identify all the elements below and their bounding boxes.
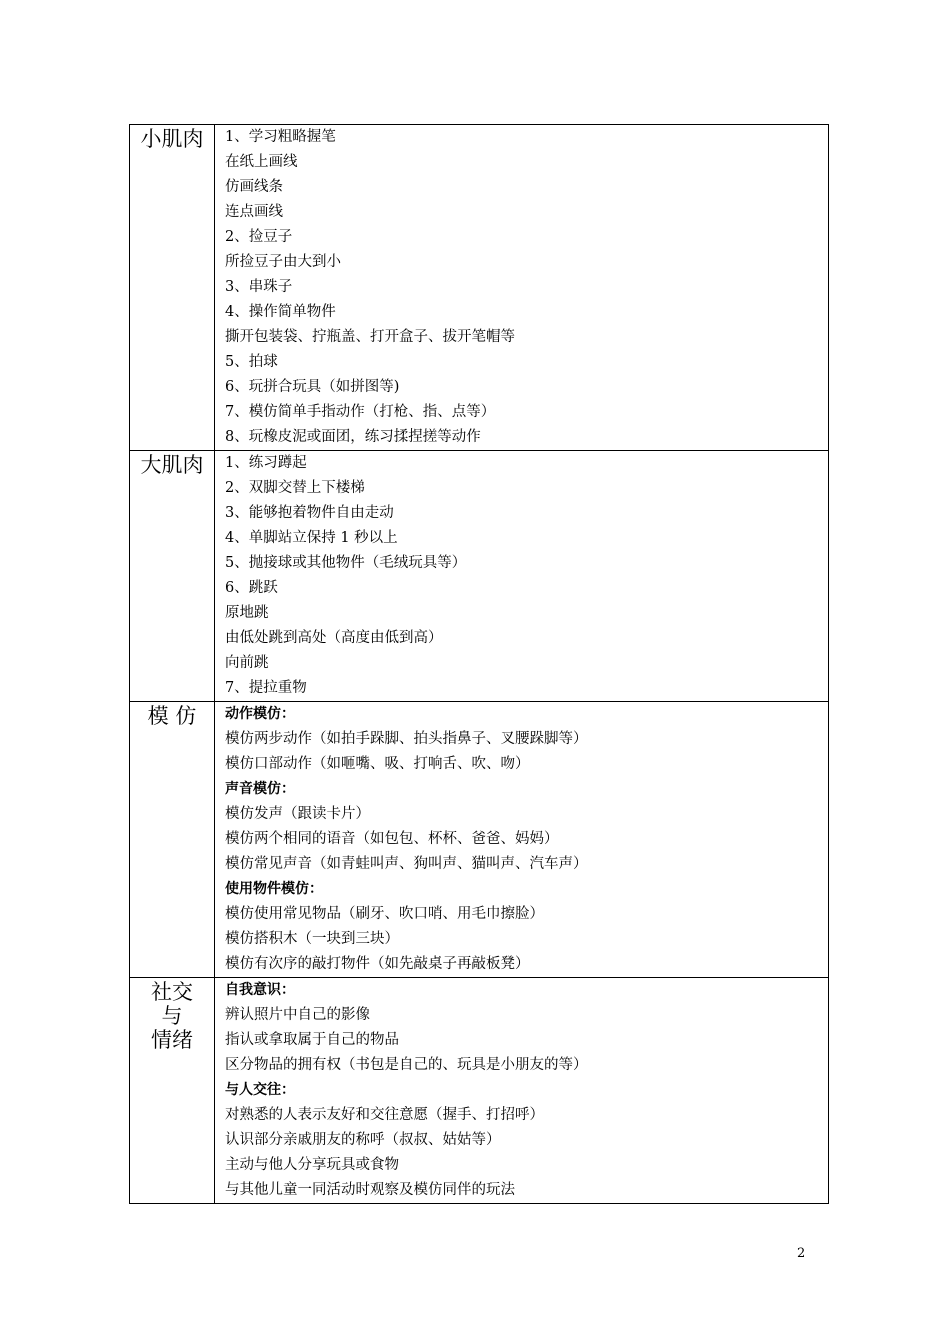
section-heading: 动作模仿： bbox=[225, 706, 295, 722]
item-line: 辨认照片中自己的影像 bbox=[225, 1007, 370, 1023]
category-label: 小肌肉 bbox=[140, 127, 204, 151]
table-row bbox=[130, 125, 829, 451]
item-line: 模仿使用常见物品（刷牙、吹口哨、用毛巾擦脸） bbox=[225, 906, 544, 922]
category-cell bbox=[130, 978, 215, 1204]
item-line: 3、串珠子 bbox=[225, 279, 293, 295]
item-line: 2、双脚交替上下楼梯 bbox=[225, 480, 365, 496]
table-row bbox=[130, 978, 829, 1204]
item-line: 由低处跳到高处（高度由低到高） bbox=[225, 630, 443, 646]
item-line: 模仿有次序的敲打物件（如先敲桌子再敲板凳） bbox=[225, 956, 530, 972]
item-line: 撕开包装袋、拧瓶盖、打开盒子、拔开笔帽等 bbox=[225, 329, 515, 345]
category-label: 模 仿 bbox=[147, 704, 197, 728]
item-line: 原地跳 bbox=[225, 605, 269, 621]
section-heading: 声音模仿： bbox=[225, 781, 295, 797]
item-line: 模仿发声（跟读卡片） bbox=[225, 806, 370, 822]
category-cell bbox=[130, 451, 215, 702]
item-line: 模仿两步动作（如拍手跺脚、拍头指鼻子、叉腰跺脚等） bbox=[225, 731, 588, 747]
item-line: 4、单脚站立保持 1 秒以上 bbox=[225, 530, 398, 546]
category-cell bbox=[130, 702, 215, 978]
item-line: 6、玩拼合玩具（如拼图等) bbox=[225, 379, 400, 395]
item-line: 模仿口部动作（如咂嘴、吸、打响舌、吹、吻） bbox=[225, 756, 530, 772]
section-heading: 与人交往： bbox=[225, 1082, 295, 1098]
category-label: 情绪 bbox=[151, 1028, 193, 1052]
item-line: 与其他儿童一同活动时观察及模仿同伴的玩法 bbox=[225, 1182, 515, 1198]
item-line: 区分物品的拥有权（书包是自己的、玩具是小朋友的等） bbox=[225, 1057, 588, 1073]
table-row bbox=[130, 702, 829, 978]
item-line: 5、抛接球或其他物件（毛绒玩具等） bbox=[225, 555, 467, 571]
item-line: 向前跳 bbox=[225, 655, 269, 671]
section-heading: 自我意识： bbox=[225, 982, 295, 998]
item-line: 模仿搭积木（一块到三块） bbox=[225, 931, 399, 947]
items-cell bbox=[215, 451, 829, 702]
item-line: 7、提拉重物 bbox=[225, 680, 307, 696]
items-cell bbox=[215, 125, 829, 451]
item-line: 5、拍球 bbox=[225, 354, 278, 370]
table-body bbox=[130, 125, 829, 1204]
category-label: 大肌肉 bbox=[140, 453, 204, 477]
item-line: 6、跳跃 bbox=[225, 580, 278, 596]
item-line: 仿画线条 bbox=[225, 179, 283, 195]
item-line: 在纸上画线 bbox=[225, 154, 298, 170]
item-line: 7、模仿简单手指动作（打枪、指、点等） bbox=[225, 404, 496, 420]
items-cell bbox=[215, 702, 829, 978]
item-line: 4、操作简单物件 bbox=[225, 304, 336, 320]
item-line: 模仿两个相同的语音（如包包、杯杯、爸爸、妈妈） bbox=[225, 831, 559, 847]
item-line: 连点画线 bbox=[225, 204, 283, 220]
item-line: 认识部分亲戚朋友的称呼（叔叔、姑姑等） bbox=[225, 1132, 501, 1148]
page-number: 2 bbox=[797, 1246, 806, 1261]
item-line: 所捡豆子由大到小 bbox=[225, 254, 341, 270]
item-line: 模仿常见声音（如青蛙叫声、狗叫声、猫叫声、汽车声） bbox=[225, 856, 588, 872]
item-line: 主动与他人分享玩具或食物 bbox=[225, 1157, 399, 1173]
item-line: 对熟悉的人表示友好和交往意愿（握手、打招呼） bbox=[225, 1107, 544, 1123]
item-line: 1、练习蹲起 bbox=[225, 455, 307, 471]
table-row bbox=[130, 451, 829, 702]
items-cell bbox=[215, 978, 829, 1204]
item-line: 3、能够抱着物件自由走动 bbox=[225, 505, 394, 521]
training-items-table bbox=[129, 124, 829, 1204]
item-line: 指认或拿取属于自己的物品 bbox=[225, 1032, 399, 1048]
category-cell bbox=[130, 125, 215, 451]
section-heading: 使用物件模仿： bbox=[225, 881, 323, 897]
item-line: 1、学习粗略握笔 bbox=[225, 129, 336, 145]
category-label: 社交 bbox=[151, 980, 193, 1004]
item-line: 2、捡豆子 bbox=[225, 229, 293, 245]
item-line: 8、玩橡皮泥或面团，练习揉捏搓等动作 bbox=[225, 429, 481, 445]
category-label: 与 bbox=[161, 1004, 183, 1028]
